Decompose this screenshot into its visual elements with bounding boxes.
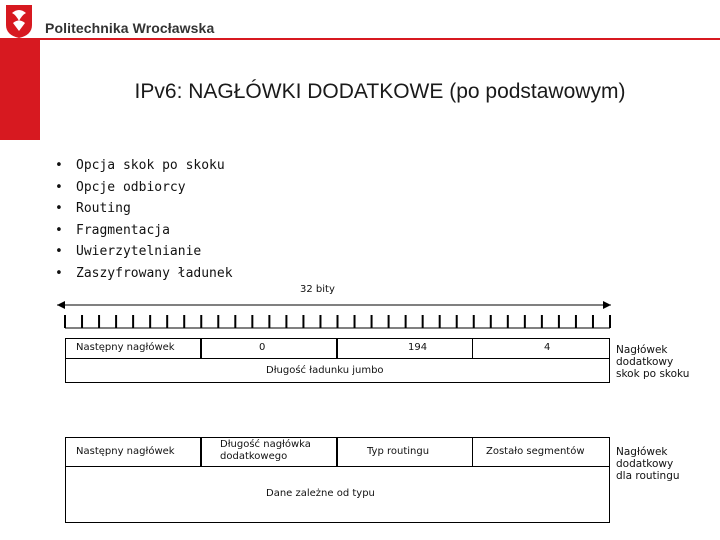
routing-type-label: Typ routingu <box>367 446 430 457</box>
routing-type-specific-data: Dane zależne od typu <box>266 488 375 499</box>
hop-field-value-194 <box>337 338 473 359</box>
routing-side-label: Nagłówek dodatkowy dla routingu <box>616 446 680 482</box>
left-margin <box>0 140 36 540</box>
routing-segments-left: Zostało segmentów <box>486 446 585 457</box>
routing-ext-length-line1: Długość nagłówka <box>220 439 311 450</box>
routing-ext-length-line2: dodatkowego <box>220 451 288 462</box>
hop-value-4: 4 <box>544 342 551 353</box>
routing-next-header-label: Następny nagłówek <box>76 446 175 457</box>
bullet-icon: • <box>55 222 63 238</box>
bullet-icon: • <box>55 244 63 259</box>
hop-side-label: Nagłówek dodatkowy skok po skoku <box>616 344 690 380</box>
hop-next-header-label: Następny nagłówek <box>76 342 175 353</box>
hop-jumbo-length: Długość ładunku jumbo <box>266 365 384 376</box>
bullet-icon: • <box>55 265 63 281</box>
hop-value-194: 194 <box>408 342 428 353</box>
university-logo-icon <box>4 3 34 39</box>
bullet-icon: • <box>55 201 63 216</box>
bullet-icon: • <box>55 158 63 173</box>
bit-width-label: 32 bity <box>300 284 335 295</box>
bullet-icon: • <box>55 179 63 195</box>
hop-value-0: 0 <box>259 342 266 353</box>
hop-field-value-0 <box>201 338 337 359</box>
bit-ruler <box>63 314 611 330</box>
university-name: Politechnika Wrocławska <box>45 20 215 36</box>
slide-title: IPv6: NAGŁÓWKI DODATKOWE (po podstawowym) <box>134 80 626 103</box>
bit-width-arrow <box>55 298 615 312</box>
